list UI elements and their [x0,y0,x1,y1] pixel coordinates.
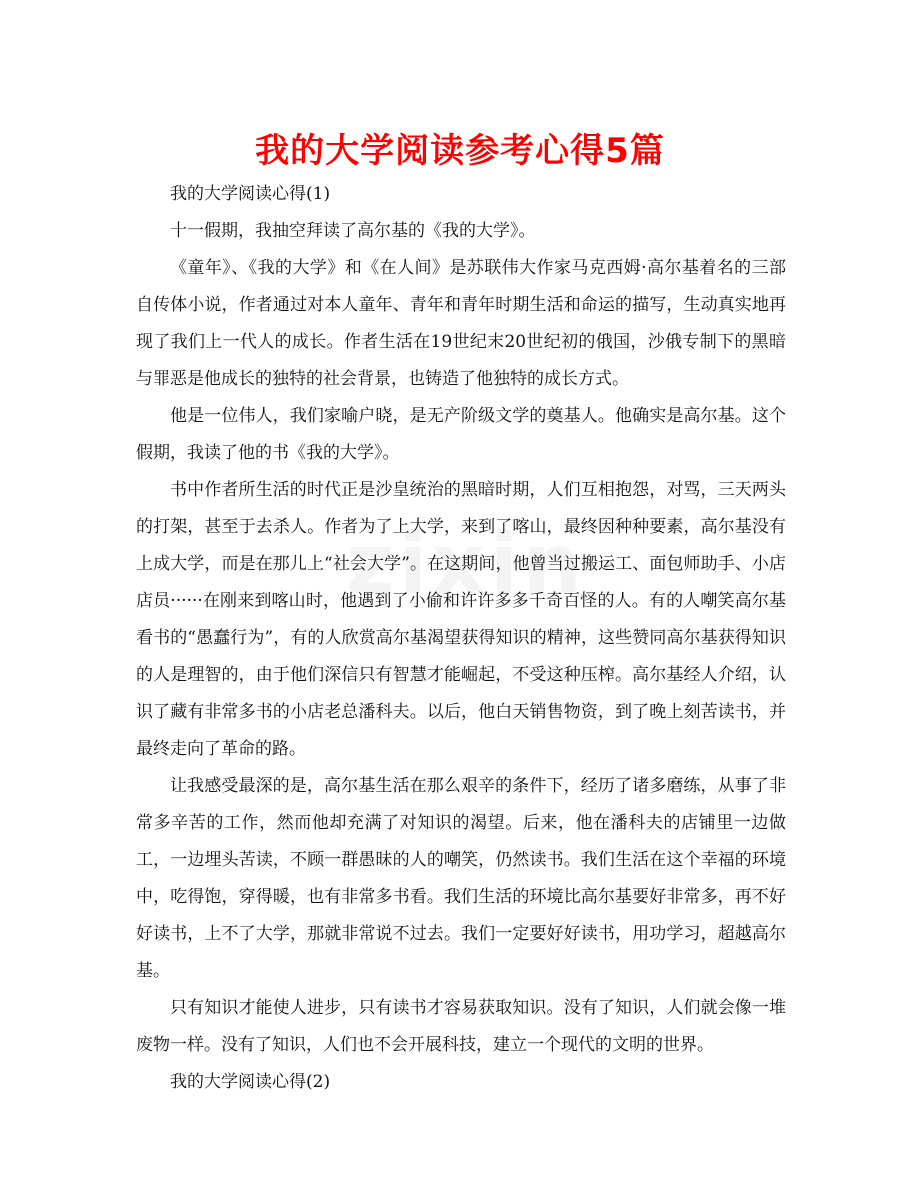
paragraph: 《童年》、《我的大学》和《在人间》是苏联伟大作家马克西姆·高尔基着名的三部自传体小说，作者通过对本人童年、青年和青年时期生活和命运的描写，生动真实地再现了我们上一代人的成长。作者生活在19世纪末20世纪初的俄国，沙俄专制下的黑暗与罪恶是他成长的独特的社会背景，也铸造了他独特的成长方式。 [136,258,786,389]
paragraph: 十一假期，我抽空拜读了高尔基的《我的大学》。 [170,221,536,241]
section-heading: 我的大学阅读心得(2) [170,1072,331,1092]
paragraph: 他是一位伟人，我们家喻户晓，是无产阶级文学的奠基人。他确实是高尔基。这个假期，我读了他的书《我的大学》。 [136,406,786,463]
section-heading: 我的大学阅读心得(1) [170,184,331,204]
paragraph: 让我感受最深的是，高尔基生活在那么艰辛的条件下，经历了诸多磨练，从事了非常多辛苦的工作，然而他却充满了对知识的渴望。后来，他在潘科夫的店铺里一边做工，一边埋头苦读，不顾一群愚昧的人的嘲笑，仍然读书。我们生活在这个幸福的环境中，吃得饱，穿得暖，也有非常多书看。我们生活的环境比高尔基要好非常多，再不好好读书，上不了大学，那就非常说不过去。我们一定要好好读书，用功学习，超越高尔基。 [136,776,786,981]
document-title: 我的大学阅读参考心得5篇 [255,131,665,171]
document-body [136,176,786,1101]
paragraph: 书中作者所生活的时代正是沙皇统治的黑暗时期，人们互相抱怨，对骂，三天两头的打架，甚至于去杀人。作者为了上大学，来到了喀山，最终因种种要素，高尔基没有上成大学，而是在那儿上“社会大学”。在这期间，他曾当过搬运工、面包师助手、小店店员······在刚来到喀山时，他遇到了小偷和许许多多千奇百怪的人。有的人嘲笑高尔基看书的“愚蠢行为”，有的人欣赏高尔基渴望获得知识的精神，这些赞同高尔基获得知识的人是理智的，由于他们深信只有智慧才能崛起，不受这种压榨。高尔基经人介绍，认识了藏有非常多书的小店老总潘科夫。以后，他白天销售物资，到了晚上刻苦读书，并最终走向了革命的路。 [136,480,786,759]
paragraph: 只有知识才能使人进步，只有读书才容易获取知识。没有了知识，人们就会像一堆废物一样。没有了知识，人们也不会开展科技，建立一个现代的文明的世界。 [136,998,786,1055]
